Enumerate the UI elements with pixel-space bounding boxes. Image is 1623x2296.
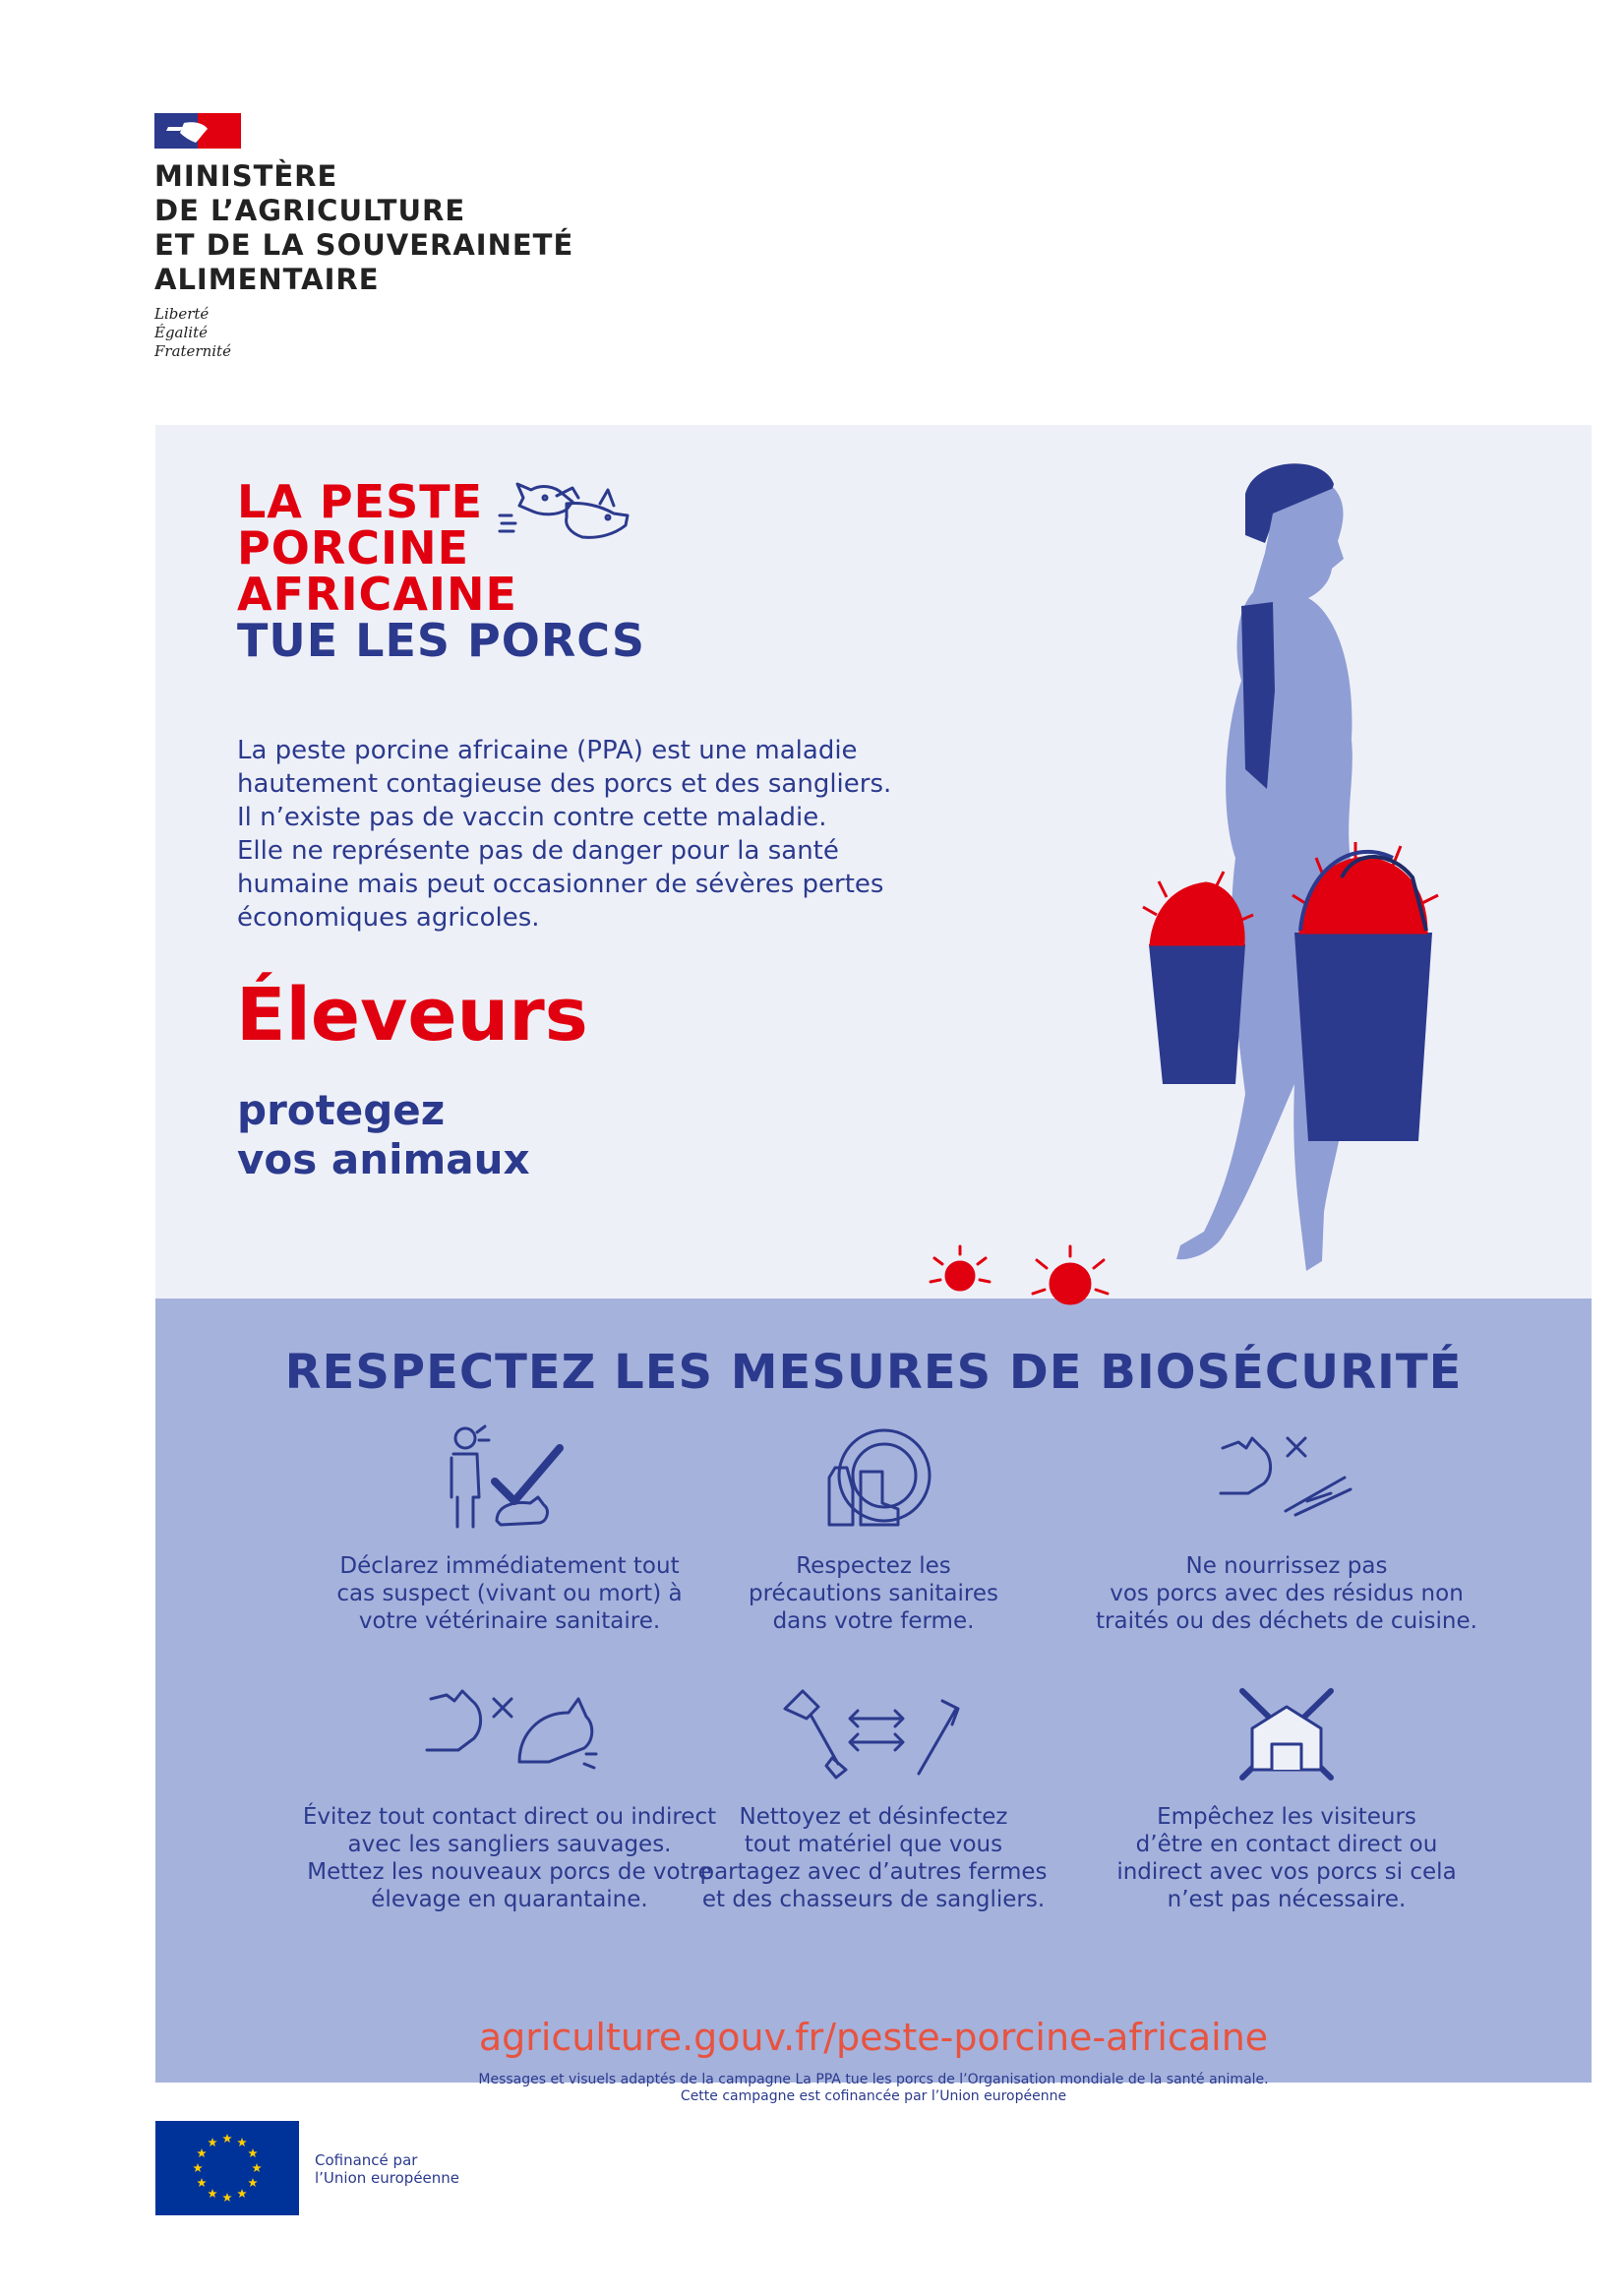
measure-text-line: et des chasseurs de sangliers.	[701, 1887, 1046, 1912]
intro-line: Il n’existe pas de vaccin contre cette maladie.	[237, 803, 827, 832]
no-wild-boar-contact-icon	[421, 1679, 598, 1787]
measure-text-line: précautions sanitaires	[749, 1581, 998, 1606]
campaign-url-link[interactable]: agriculture.gouv.fr/peste-porcine-africaine	[478, 2016, 1269, 2059]
ministry-name	[154, 159, 573, 297]
measure-no-visitors	[1070, 1679, 1503, 1913]
intro-line: Elle ne représente pas de danger pour la santé	[237, 836, 839, 866]
campaign-credits	[155, 2072, 1592, 2105]
measures-title: RESPECTEZ LES MESURES DE BIOSÉCURITÉ	[284, 1345, 1463, 1400]
eu-text-line: l’Union européenne	[315, 2169, 460, 2187]
intro-line: hautement contagieuse des porcs et des sangliers.	[237, 769, 892, 799]
measure-text-line: cas suspect (vivant ou mort) à	[336, 1581, 683, 1606]
protect-line: vos animaux	[237, 1135, 530, 1183]
woman-with-buckets-illustration	[1098, 445, 1452, 1310]
motto-line: Liberté	[154, 305, 210, 323]
protect-line: protegez	[237, 1086, 446, 1134]
measure-text-line: partagez avec d’autres fermes	[699, 1859, 1048, 1885]
measure-text-line: tout matériel que vous	[744, 1832, 1003, 1857]
sanitary-precautions-icon	[800, 1419, 947, 1537]
measure-text-line: indirect avec vos porcs si cela	[1116, 1859, 1457, 1885]
measure-text-line: avec les sangliers sauvages.	[347, 1832, 672, 1857]
measure-text-line: d’être en contact direct ou	[1135, 1832, 1438, 1857]
measure-text-line: Déclarez immédiatement tout	[339, 1553, 680, 1579]
protect-subheading	[237, 1086, 530, 1184]
headline-red-line: LA PESTE	[237, 475, 483, 528]
vet-report-icon	[436, 1419, 583, 1537]
measure-text-line: Évitez tout contact direct ou indirect	[302, 1804, 717, 1830]
motto-line: Fraternité	[154, 342, 231, 360]
measure-text-line: Respectez les	[796, 1553, 951, 1579]
measure-text-line: dans votre ferme.	[772, 1608, 975, 1634]
measure-text-line: traités ou des déchets de cuisine.	[1096, 1608, 1477, 1634]
credit-line: Cette campagne est cofinancée par l’Union européenne	[680, 2088, 1067, 2104]
intro-line: La peste porcine africaine (PPA) est une maladie	[237, 736, 858, 765]
credit-line: Messages et visuels adaptés de la campagne La PPA tue les porcs de l’Organisation mondiale de la santé animale.	[478, 2072, 1269, 2087]
republic-motto	[154, 305, 231, 361]
pig-boar-icon	[498, 476, 635, 555]
headline-red-line: PORCINE	[237, 521, 470, 574]
motto-line: Égalité	[154, 324, 208, 341]
ministry-line: ET DE LA SOUVERAINETÉ	[154, 228, 574, 262]
ministry-line: MINISTÈRE	[154, 159, 338, 193]
measure-text-line: vos porcs avec des résidus non	[1110, 1581, 1464, 1606]
poster	[155, 425, 1592, 2104]
ministry-line: ALIMENTAIRE	[154, 263, 380, 296]
clean-equipment-icon	[775, 1679, 972, 1787]
measure-text-line: Nettoyez et désinfectez	[739, 1804, 1008, 1830]
eu-flag-icon	[155, 2121, 299, 2215]
eu-text-line: Cofinancé par	[315, 2151, 418, 2169]
measure-no-kitchen-waste	[1070, 1419, 1503, 1635]
measure-text-line: Empêchez les visiteurs	[1157, 1804, 1416, 1830]
measure-sanitary-precautions	[657, 1419, 1090, 1635]
marianne-logo	[154, 113, 241, 149]
headline-blue-line: TUE LES PORCS	[237, 614, 646, 667]
intro-line: humaine mais peut occasionner de sévères pertes	[237, 870, 884, 899]
measure-text-line: n’est pas nécessaire.	[1167, 1887, 1407, 1912]
no-food-waste-icon	[1213, 1419, 1360, 1537]
measure-text-line: élevage en quarantaine.	[371, 1887, 648, 1912]
virus-particles-decoration	[923, 1237, 1119, 1315]
measure-text-line: votre vétérinaire sanitaire.	[358, 1608, 661, 1634]
intro-line: économiques agricoles.	[237, 903, 540, 933]
headline-red-line: AFRICAINE	[237, 568, 517, 621]
measure-text-line: Ne nourrissez pas	[1185, 1553, 1388, 1579]
no-visitors-icon	[1213, 1679, 1360, 1787]
intro-paragraph	[237, 734, 1004, 935]
eu-cofunding-text	[315, 2151, 459, 2187]
ministry-line: DE L’AGRICULTURE	[154, 194, 466, 227]
farmers-heading: Éleveurs	[236, 973, 588, 1057]
measure-clean-equipment	[657, 1679, 1090, 1913]
measure-text-line: Mettez les nouveaux porcs de votre	[307, 1859, 712, 1885]
